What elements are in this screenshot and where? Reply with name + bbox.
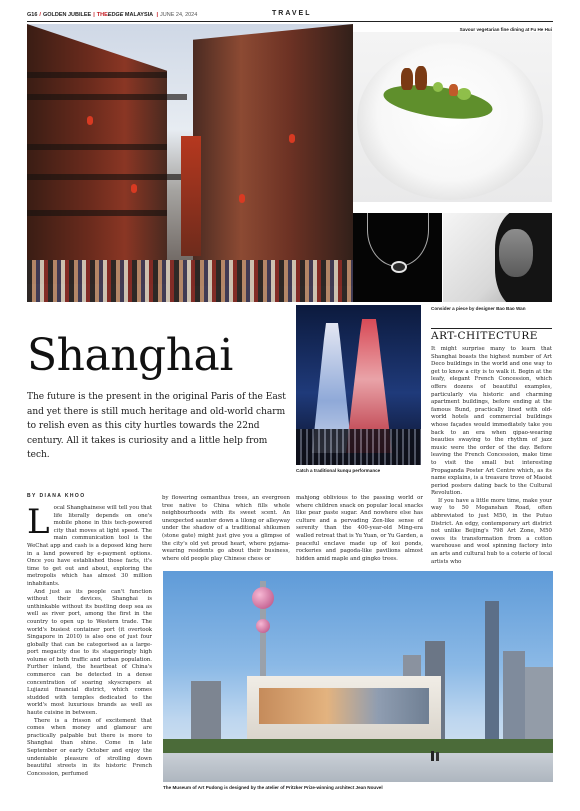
lantern: [131, 184, 137, 193]
stage-railing: [296, 429, 421, 465]
pearl-tower-sphere: [252, 587, 274, 609]
kunqu-performance-photo: [296, 305, 421, 465]
designer-portrait: [443, 213, 552, 302]
page-number: G16: [27, 12, 38, 18]
garnish: [433, 82, 443, 92]
tower-block: [503, 651, 525, 745]
necklace-chain: [367, 213, 429, 267]
morsel: [449, 84, 458, 96]
brand-region: MALAYSIA: [124, 12, 153, 18]
hedge: [163, 739, 553, 753]
lantern: [239, 194, 245, 203]
lantern: [289, 134, 295, 143]
eave: [27, 144, 167, 150]
body-column-3: [296, 495, 423, 567]
morsel: [415, 66, 427, 90]
header-section-label: GOLDEN JUBILEE: [42, 12, 92, 18]
crowd: [27, 260, 353, 302]
paragraph: If you have a little more time, make your way to 50 Moganshan Road, often abbreviated to just M50, in the Putuo District. An edgy, contemporary art district not unlike Beijing's 798 Art Zone, M50 owes its transformation from a cotton warehouse and wool spinning factory into an arts and cultural hub to a coterie of local artists who: [431, 497, 552, 565]
paragraph: And just as its people can't function without their devices, Shanghai is unthinkable without its bustling deep sea as well as river port, among the first in the country to open up to Western trade. The world's busiest container port (it overtook Singapore in 2010) is also one of just four globally that can be categorised as a large-port megacity due to its staggeringly high volume of both traffic and urban population. Further inland, the heartbeat of China's commerce can be detected in a dense concentration of soaring skyscrapers at Lujiazui financial district, which comes studded with temples dedicated to the world's most luxurious brands as well as haute cuisine in between.: [27, 588, 152, 717]
portrait-face: [499, 229, 533, 277]
drop-cap: L: [27, 505, 50, 542]
morsel: [401, 68, 413, 90]
pearl-tower-sphere: [256, 619, 270, 633]
street-building-left: [27, 24, 167, 284]
issue-date: JUNE 24, 2024: [160, 12, 198, 18]
body-column-2: [162, 495, 290, 567]
eave: [27, 174, 187, 180]
yu-garden-street-photo: [27, 24, 353, 302]
paragraph: ocal Shanghainese will tell you that life literally depends on one's mobile phone in this tech-powered city that moves at light speed. The main communication tool is the WeChat app and cash is a deposed king here in a land powered by e-payment options. Once you have established those facts, it's time to get out and about, exploring the metropolis which has almost 30 million inhabitants.: [27, 505, 152, 587]
tower-block: [525, 667, 553, 745]
pedestrian: [431, 751, 434, 761]
museum-glass-facade: [259, 688, 429, 724]
necklace-pendant: [391, 261, 407, 273]
section-title: TRAVEL: [272, 10, 312, 17]
eave: [27, 72, 167, 78]
byline: BY DIANA KHOO: [27, 493, 86, 499]
necklace-photo: [353, 213, 442, 302]
article-title: Shanghai: [27, 330, 233, 381]
body-column-4: [431, 346, 552, 568]
lantern: [87, 116, 93, 125]
plate: [357, 42, 543, 200]
header-rule: [27, 21, 553, 22]
brand-the: THE: [96, 12, 108, 18]
paragraph: mahjong oblivious to the passing world or where children snack on popular local snacks like pear paste sugar. And nowhere else has culture and a pervading Zen-like sense of serenity than the 400-year-old Ming-era walled retreat that is Yu Yuan, or Yu Garden, a peaceful enclave made up of koi ponds, rockeries and pagoda-like pavilions almost hidden amid maple and gingko trees.: [296, 495, 423, 562]
eave: [27, 210, 167, 216]
museum-of-art-pudong-photo: [163, 571, 553, 782]
caption-museum: The Museum of Art Pudong is designed by the atelier of Pritzker Prize-winning architect Jean Nouvel: [163, 785, 383, 790]
paragraph: by flowering osmanthus trees, an evergreen tree native to China which fills whole neighbourhoods with its sweet scent. An unexpected saunter down a lilong or alleyway under the shadow of a traditional shikumen (stone gate) might just give you a glimpse of the city's old yet proud heart, where pyjama-wearing residents go about their business, where old people play Chinese chess or: [162, 495, 290, 562]
caption-jewellery: Consider a piece by designer Bao Bao Wan: [431, 306, 526, 311]
subheading: ART-CHITECTURE: [431, 330, 538, 342]
pedestrian: [436, 752, 439, 761]
paragraph: There is a frisson of excitement that comes when money and glamour are practically palpable but there is more to Shanghai than shine. Come in late September or early October and enjoy the undeniable pleasure of strolling down beautiful streets in its historic French Concession, perfumed: [27, 717, 152, 777]
pagoda-tower: [181, 136, 201, 256]
garnish: [457, 88, 471, 100]
caption-dining: Savour vegetarian fine dining at Fu He Hui: [459, 27, 552, 32]
brand-name: EDGE: [107, 12, 124, 18]
page-header: G16 / GOLDEN JUBILEE | THEEDGE MALAYSIA | JUNE 24, 2024: [27, 12, 198, 18]
caption-kunqu: Catch a traditional kunqu performance: [296, 468, 381, 473]
paragraph: It might surprise many to learn that Shanghai boasts the highest number of Art Deco buildings in the world and one way to get to know a city is to walk it. Begin at the leafy, elegant French Concession, which offers dozens of beautiful examples, particularly via historic and charming apartment buildings, before ending at the famous Bund, practically lined with old-world hotels and commercial buildings whose façades would immediately take you back to an era when qipao-wearing beauties swaying to the rhythm of jazz music were the order of the day. Before leaving the French Concession, make time to visit the small but interesting Propaganda Poster Art Centre which, as its name explains, is a treasure trove of Maoist period posters dating back to the Cultural Revolution.: [431, 346, 552, 497]
eave: [27, 94, 187, 100]
street-building-right: [193, 24, 353, 286]
body-column-1: [27, 505, 152, 790]
dining-plate-photo: [353, 32, 552, 202]
plaza: [163, 753, 553, 782]
article-standfirst: The future is the present in the original Paris of the East and yet there is still much heritage and old-world charm to relish even as this city hurtles towards the 22nd century. All it takes is curiosity and a little help from tech.: [27, 392, 286, 461]
tower-block: [485, 601, 499, 745]
subhead-rule: [431, 328, 552, 329]
